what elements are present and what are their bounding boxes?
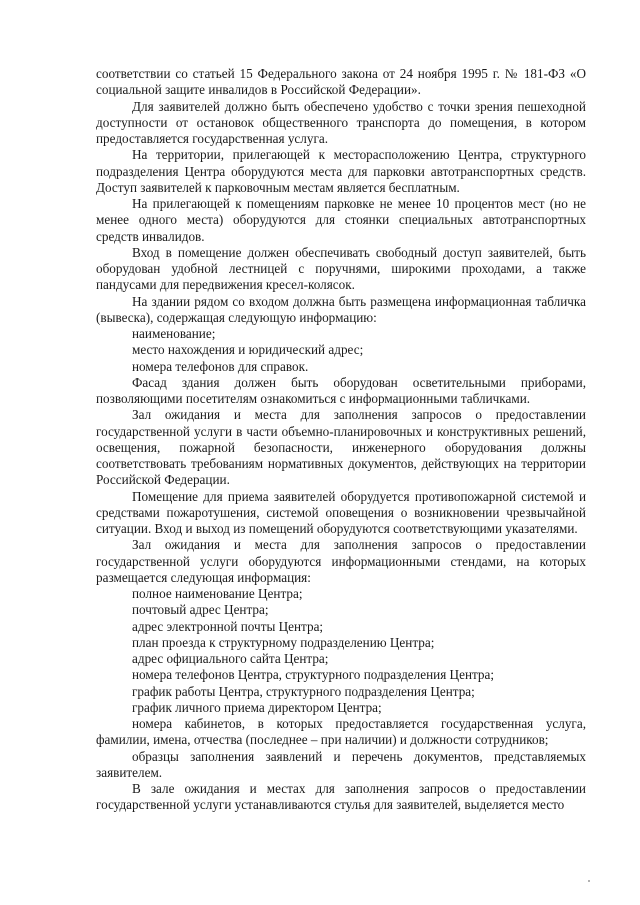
paragraph-pedestrian-access: Для заявителей должно быть обеспечено удобство с точки зрения пешеходной доступности от остановок общественного транспорта до помещения, в котором предоставляется государственная услуга.: [96, 98, 586, 146]
paragraph-parking: На территории, прилегающей к месторасположению Центра, структурного подразделения Центра оборудуются места для парковки автотранспортных средств. Доступ заявителей к парковочным местам является бесплатным.: [96, 147, 586, 195]
list-item-stand: полное наименование Центра;: [132, 586, 303, 601]
list-item-signboard: номера телефонов для справок.: [132, 358, 309, 374]
paragraph-info-stands: Зал ожидания и места для заполнения запросов о предоставлении государственной услуги оборудуются информационными стендами, на которых размещается следующая информация:: [96, 537, 586, 585]
paragraph-continuation: соответствии со статьей 15 Федерального закона от 24 ноября 1995 г. № 181-ФЗ «О социальной защите инвалидов в Российской Федерации».: [96, 66, 586, 98]
list-item-signboard: место нахождения и юридический адрес;: [132, 342, 364, 358]
paragraph-facade-lighting: Фасад здания должен быть оборудован осветительными приборами, позволяющими посетителям ознакомиться с информационными табличками.: [96, 374, 586, 406]
list-item-stand: почтовый адрес Центра;: [132, 602, 269, 618]
paragraph-disabled-parking: На прилегающей к помещениям парковке не менее 10 процентов мест (но не менее одного места) оборудуются для стоянки специальных автотранспортных средств инвалидов.: [96, 196, 586, 244]
list-item-stand: план проезда к структурному подразделению Центра;: [132, 634, 435, 650]
list-item-stand: график личного приема директором Центра;: [132, 699, 382, 715]
paragraph-form-samples: образцы заполнения заявлений и перечень документов, представляемых заявителем.: [96, 748, 586, 780]
document-body: [96, 66, 586, 814]
paragraph-waiting-hall-requirements: Зал ожидания и места для заполнения запросов о предоставлении государственной услуги в части объемно-планировочных и конструктивных решений, освещения, пожарной безопасности, инженерного оборудования должны соответствовать требованиям нормативных документов, действующих на территории Российской Федерации.: [96, 407, 586, 488]
list-item-signboard: наименование;: [132, 326, 216, 341]
scan-speck: [588, 880, 590, 882]
list-item-stand: адрес официального сайта Центра;: [132, 651, 329, 666]
list-item-stand: адрес электронной почты Центра;: [132, 618, 324, 634]
paragraph-fire-safety: Помещение для приема заявителей оборудуется противопожарной системой и средствами пожаротушения, системой оповещения о возникновении чрезвычайной ситуации. Вход и выход из помещений оборудуются соответствующими указателями.: [96, 488, 586, 536]
paragraph-signboard: На здании рядом со входом должна быть размещена информационная табличка (вывеска), содержащая следующую информацию:: [96, 293, 586, 325]
paragraph-seating: В зале ожидания и местах для заполнения запросов о предоставлении государственной услуги устанавливаются стулья для заявителей, выделяется место: [96, 781, 586, 813]
list-item-stand: номера телефонов Центра, структурного подразделения Центра;: [132, 667, 495, 683]
paragraph-office-numbers: номера кабинетов, в которых предоставляется государственная услуга, фамилии, имена, отчества (последнее – при наличии) и должности сотрудников;: [96, 716, 586, 748]
list-item-stand: график работы Центра, структурного подразделения Центра;: [132, 683, 475, 699]
paragraph-entrance: Вход в помещение должен обеспечивать свободный доступ заявителей, быть оборудован удобной лестницей с поручнями, широкими проходами, а также пандусами для передвижения кресел-колясок.: [96, 244, 586, 293]
